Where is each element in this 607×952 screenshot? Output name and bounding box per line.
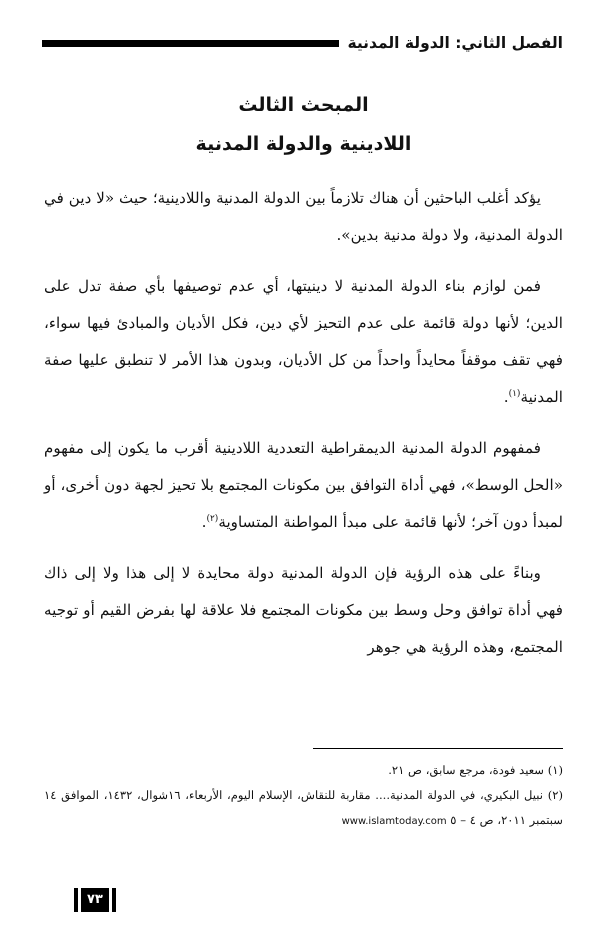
paragraph-1 bbox=[44, 180, 563, 254]
section-subtitle: اللادينية والدولة المدنية bbox=[195, 133, 412, 155]
footnote-ref-1: (١) bbox=[508, 388, 521, 399]
paragraph-2-text: فمن لوازم بناء الدولة المدنية لا دينيتها، أي عدم توصيفها بأي صفة تدل على الدين؛ لأنها دولة قائمة على عدم التحيز لأي دين، فكل الأديان والمبادئ فيها سواء، فهي تقف موقفاً محايداً واحداً من كل الأديان، وبدون هذا الأمر لا تنطبق عليها صفة المدنية bbox=[44, 277, 563, 406]
paragraph-2: فمن لوازم بناء الدولة المدنية لا دينيتها، أي عدم توصيفها بأي صفة تدل على الدين؛ لأنها دولة قائمة على عدم التحيز لأي دين، فكل الأديان والمبادئ فيها سواء، فهي تقف موقفاً محايداً واحداً من كل الأديان، وبدون هذا الأمر لا تنطبق عليها صفة المدنية$^{(١)}$. bbox=[44, 277, 563, 406]
page-number-box bbox=[74, 888, 119, 912]
chapter-title: الفصل الثاني: الدولة المدنية bbox=[347, 34, 563, 52]
paragraph-4 bbox=[44, 555, 563, 666]
footnotes bbox=[44, 758, 563, 834]
paragraph-3-text: فمفهوم الدولة المدنية الديمقراطية التعددية اللادينية أقرب ما يكون إلى مفهوم «الحل الوسط»، فهي أداة التوافق بين مكونات المجتمع بلا تحيز لجهة دون أخرى، أو لمبدأ دون آخر؛ لأنها قائمة على مبدأ المواطنة المتساوية bbox=[44, 439, 563, 531]
page-number-bar-right bbox=[112, 888, 116, 912]
section-title: المبحث الثالث bbox=[238, 94, 369, 116]
footnote-2-url[interactable]: www.islamtoday.com bbox=[341, 816, 447, 827]
footnote-2-text: (٢) نبيل البكيري، في الدولة المدنية.... مقاربة للنقاش، الإسلام اليوم، الأربعاء، ١٦شوال، ١٤٣٢، الموافق ١٤ سبتمبر ٢٠١١، ص ٤ – ٥ bbox=[44, 788, 563, 827]
header-rule bbox=[42, 40, 339, 47]
paragraph-3: فمفهوم الدولة المدنية الديمقراطية التعددية اللادينية أقرب ما يكون إلى مفهوم «الحل الوسط»، فهي أداة التوافق بين مكونات المجتمع بلا تحيز لجهة دون أخرى، أو لمبدأ دون آخر؛ لأنها قائمة على مبدأ المواطنة المتساوية$^{(٢)}$. bbox=[44, 439, 563, 531]
page-number: ٧٣ bbox=[81, 888, 109, 912]
footnote-2 bbox=[44, 783, 563, 834]
paragraph-4-text: وبناءً على هذه الرؤية فإن الدولة المدنية دولة محايدة لا إلى هذا ولا إلى ذاك فهي أداة توافق وحل وسط بين مكونات المجتمع فلا علاقة لها بفرض القيم أو توجيه المجتمع، وهذه الرؤية هي جوهر bbox=[44, 564, 563, 656]
footnote-ref-2: (٢) bbox=[206, 513, 219, 524]
footnote-separator bbox=[313, 748, 563, 749]
running-header bbox=[42, 30, 563, 56]
footnote-1-text: (١) سعيد فودة، مرجع سابق، ص ٢١. bbox=[388, 763, 563, 777]
page-number-bar-left bbox=[74, 888, 78, 912]
paragraph-1-text: يؤكد أغلب الباحثين أن هناك تلازماً بين الدولة المدنية واللادينية؛ حيث «لا دين في الدولة المدنية، ولا دولة مدنية بدين». bbox=[44, 189, 563, 244]
footnote-1 bbox=[44, 758, 563, 783]
body-text bbox=[44, 180, 563, 680]
